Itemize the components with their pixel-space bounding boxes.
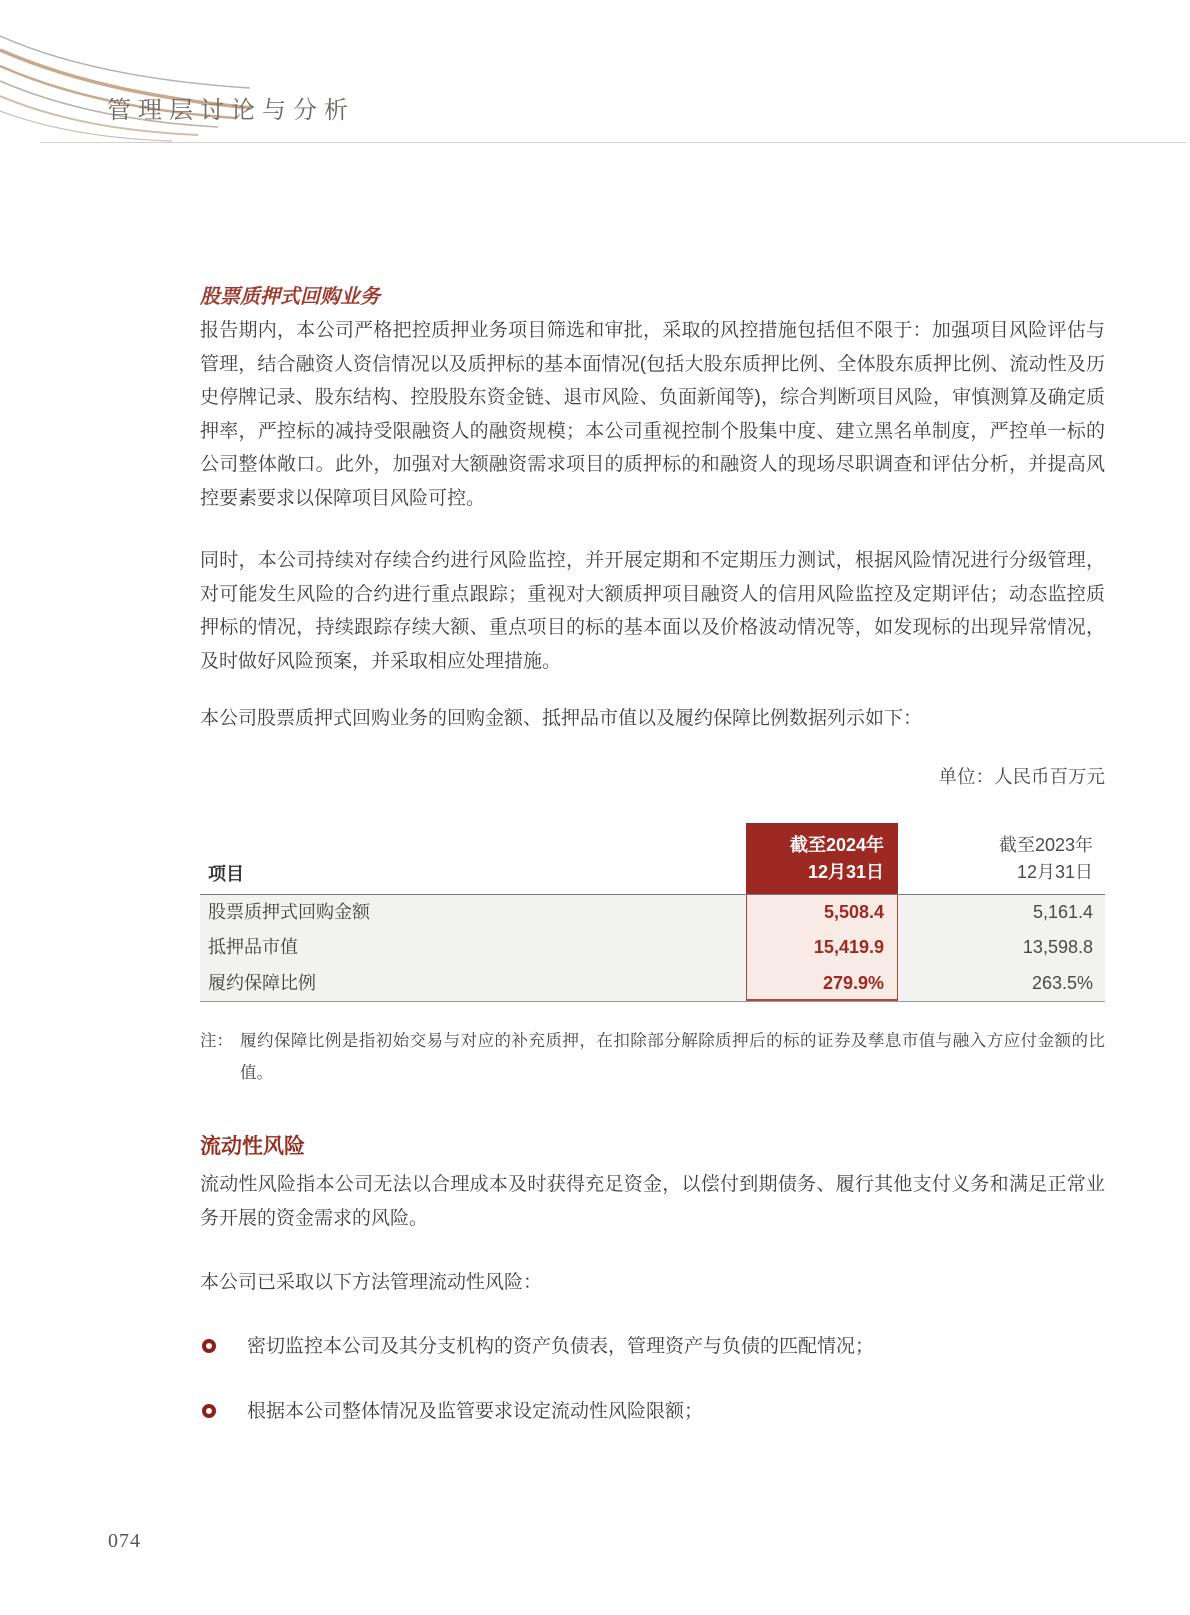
table-header-2023 [895,823,1105,894]
pledge-paragraph-1: 报告期内，本公司严格把控质押业务项目筛选和审批，采取的风控措施包括但不限于：加强项目风险评估与管理，结合融资人资信情况以及质押标的基本面情况(包括大股东质押比例、全体股东质押比例、流动性及历史停牌记录、股东结构、控股股东资金链、退市风险、负面新闻等)，综合判断项目风险，审慎测算及确定质押率，严控标的减持受限融资人的融资规模；本公司重视控制个股集中度、建立黑名单制度，严控单一标的公司整体敞口。此外，加强对大额融资需求项目的质押标的和融资人的现场尽职调查和评估分析，并提高风控要素要求以保障项目风险可控。 [200,320,1105,509]
table-note [200,1025,1105,1089]
liquidity-bullet-1 [200,1330,1105,1364]
table-cell-item: 履约保障比例 [208,972,316,993]
table-header-2024-line1: 截至2024年 [789,835,884,855]
header-divider [40,142,1186,143]
page-number: 074 [108,1530,141,1552]
table-intro-line: 本公司股票质押式回购业务的回购金额、抵押品市值以及履约保障比例数据列示如下： [200,708,923,729]
table-row [200,930,1105,965]
corner-arcs-decoration [0,26,258,148]
bullet-circle-icon [202,1404,216,1418]
table-cell-2023: 13,598.8 [1022,937,1093,958]
table-body [200,895,1105,1002]
unit-label: 单位：人民币百万元 [938,766,1105,787]
table-cell-item: 抵押品市值 [208,937,298,958]
table-cell-2023: 263.5% [1031,972,1093,993]
table-cell-item: 股票质押式回购金额 [208,902,370,922]
liquidity-methods-intro: 本公司已采取以下方法管理流动性风险： [200,1272,543,1293]
table-header-2023-line2: 12月31日 [1016,862,1093,882]
note-text: 履约保障比例是指初始交易与对应的补充质押，在扣除部分解除质押后的标的证券及孳息市值与融入方应付金额的比值。 [240,1032,1105,1082]
bullet-text: 密切监控本公司及其分支机构的资产负债表，管理资产与负债的匹配情况； [247,1336,875,1357]
table-row [200,966,1105,1001]
table-header-row [200,823,1105,895]
table-header-item: 项目 [208,864,244,884]
note-label: 注： [200,1032,233,1050]
table-cell-2024: 5,508.4 [823,902,884,922]
liquidity-paragraph-1: 流动性风险指本公司无法以合理成本及时获得充足资金，以偿付到期债务、履行其他支付义务和满足正常业务开展的资金需求的风险。 [200,1174,1105,1229]
table-header-2024-line2: 12月31日 [807,862,884,882]
bullet-text: 根据本公司整体情况及监管要求设定流动性风险限额； [247,1401,704,1422]
section-title-pledge-repo: 股票质押式回购业务 [200,286,380,308]
table-header-2023-line1: 截至2023年 [998,835,1093,855]
liquidity-bullet-2 [200,1395,1105,1429]
table-header-2024 [746,823,898,894]
section-title-liquidity-risk: 流动性风险 [200,1135,305,1158]
table-cell-2024: 279.9% [822,972,884,993]
pledge-repo-table [200,823,1105,1002]
bullet-circle-icon [202,1339,216,1353]
pledge-paragraph-2: 同时，本公司持续对存续合约进行风险监控，并开展定期和不定期压力测试，根据风险情况进行分级管理，对可能发生风险的合约进行重点跟踪；重视对大额质押项目融资人的信用风险监控及定期评估；动态监控质押标的情况，持续跟踪存续大额、重点项目的标的基本面以及价格波动情况等，如发现标的出现异常情况，及时做好风险预案，并采取相应处理措施。 [200,550,1105,672]
table-cell-2023: 5,161.4 [1032,902,1093,922]
table-row [200,895,1105,930]
table-cell-2024: 15,419.9 [813,937,884,958]
page-header-title: 管理层讨论与分析 [107,98,355,124]
